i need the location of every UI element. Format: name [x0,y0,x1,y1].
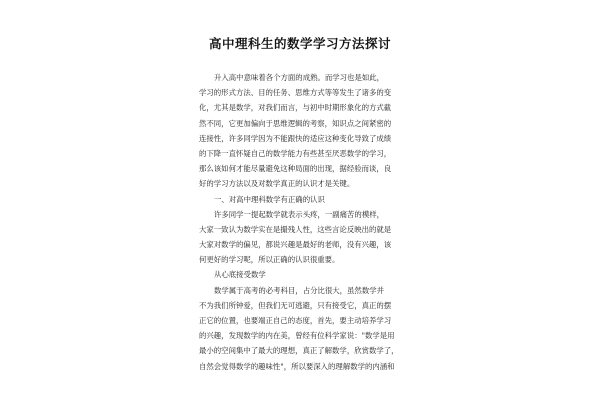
paragraph-line: 自然会觉得数学的趣味性"，所以要深入的理解数学的内涵和 [199,361,395,371]
paragraph-line: 正它的位置，也要端正自己的态度，首先，要主动培养学习 [199,316,392,325]
paragraph-line: 那么该如何才能尽量避免这种局面的出现，据经验而谈，良 [199,164,392,174]
paragraph-line: 学习的形式方法、目的任务、思维方式等等发生了诸多的变 [199,88,392,98]
paragraph-line: 最小的空间集中了最大的理想，真正了解数学，欣赏数学了， [199,346,399,356]
paragraph-line: 升入高中意味着各个方面的成熟。而学习也是如此， [214,73,384,82]
paragraph-line: 大家一致认为数学实在是撮残人性，这些言论反映出的就是 [199,224,392,234]
paragraph-line: 的兴趣，发现数学的内在美，曾经有位科学家说："数学是用 [199,331,395,341]
paragraph-line: 的下降一直怀疑自己的数学能力有些甚至厌恶数学的学习， [199,148,392,158]
section-heading: 一、对高中理科数学有正确的认识 [214,194,325,204]
paragraph-line: 好的学习方法以及对数学真正的认识才是关键。 [199,179,355,189]
document-title: 高中理科生的数学学习方法探讨 [208,36,391,51]
paragraph-line: 然不同，它更加偏向于思维逻辑的考察，知识点之间紧密的 [199,118,392,128]
paragraph-line: 连接性，许多同学因为不能跟快的适应这种变化导致了成绩 [199,133,392,143]
paragraph-line: 大家对数学的偏见，都说兴趣是最好的老师，没有兴趣，该 [199,240,392,250]
paragraph-line: 不为我们所钟爱，但我们无可逃避，只有接受它，真正的摆 [199,300,392,310]
paragraph-line: 何更好的学习呢，所以正确的认识很重要。 [199,255,340,265]
paragraph-line: 许多同学一提起数学就表示头疼，一副痛苦的模样， [214,209,384,219]
paragraph-line: 数学属于高考的必考科目，占分比很大，虽然数学并 [214,285,384,295]
paragraph-line: 化，尤其是数学，对我们而言，与初中时期形象化的方式截 [199,103,392,113]
document-body [199,70,423,374]
subheading: 从心底接受数学 [214,270,266,280]
